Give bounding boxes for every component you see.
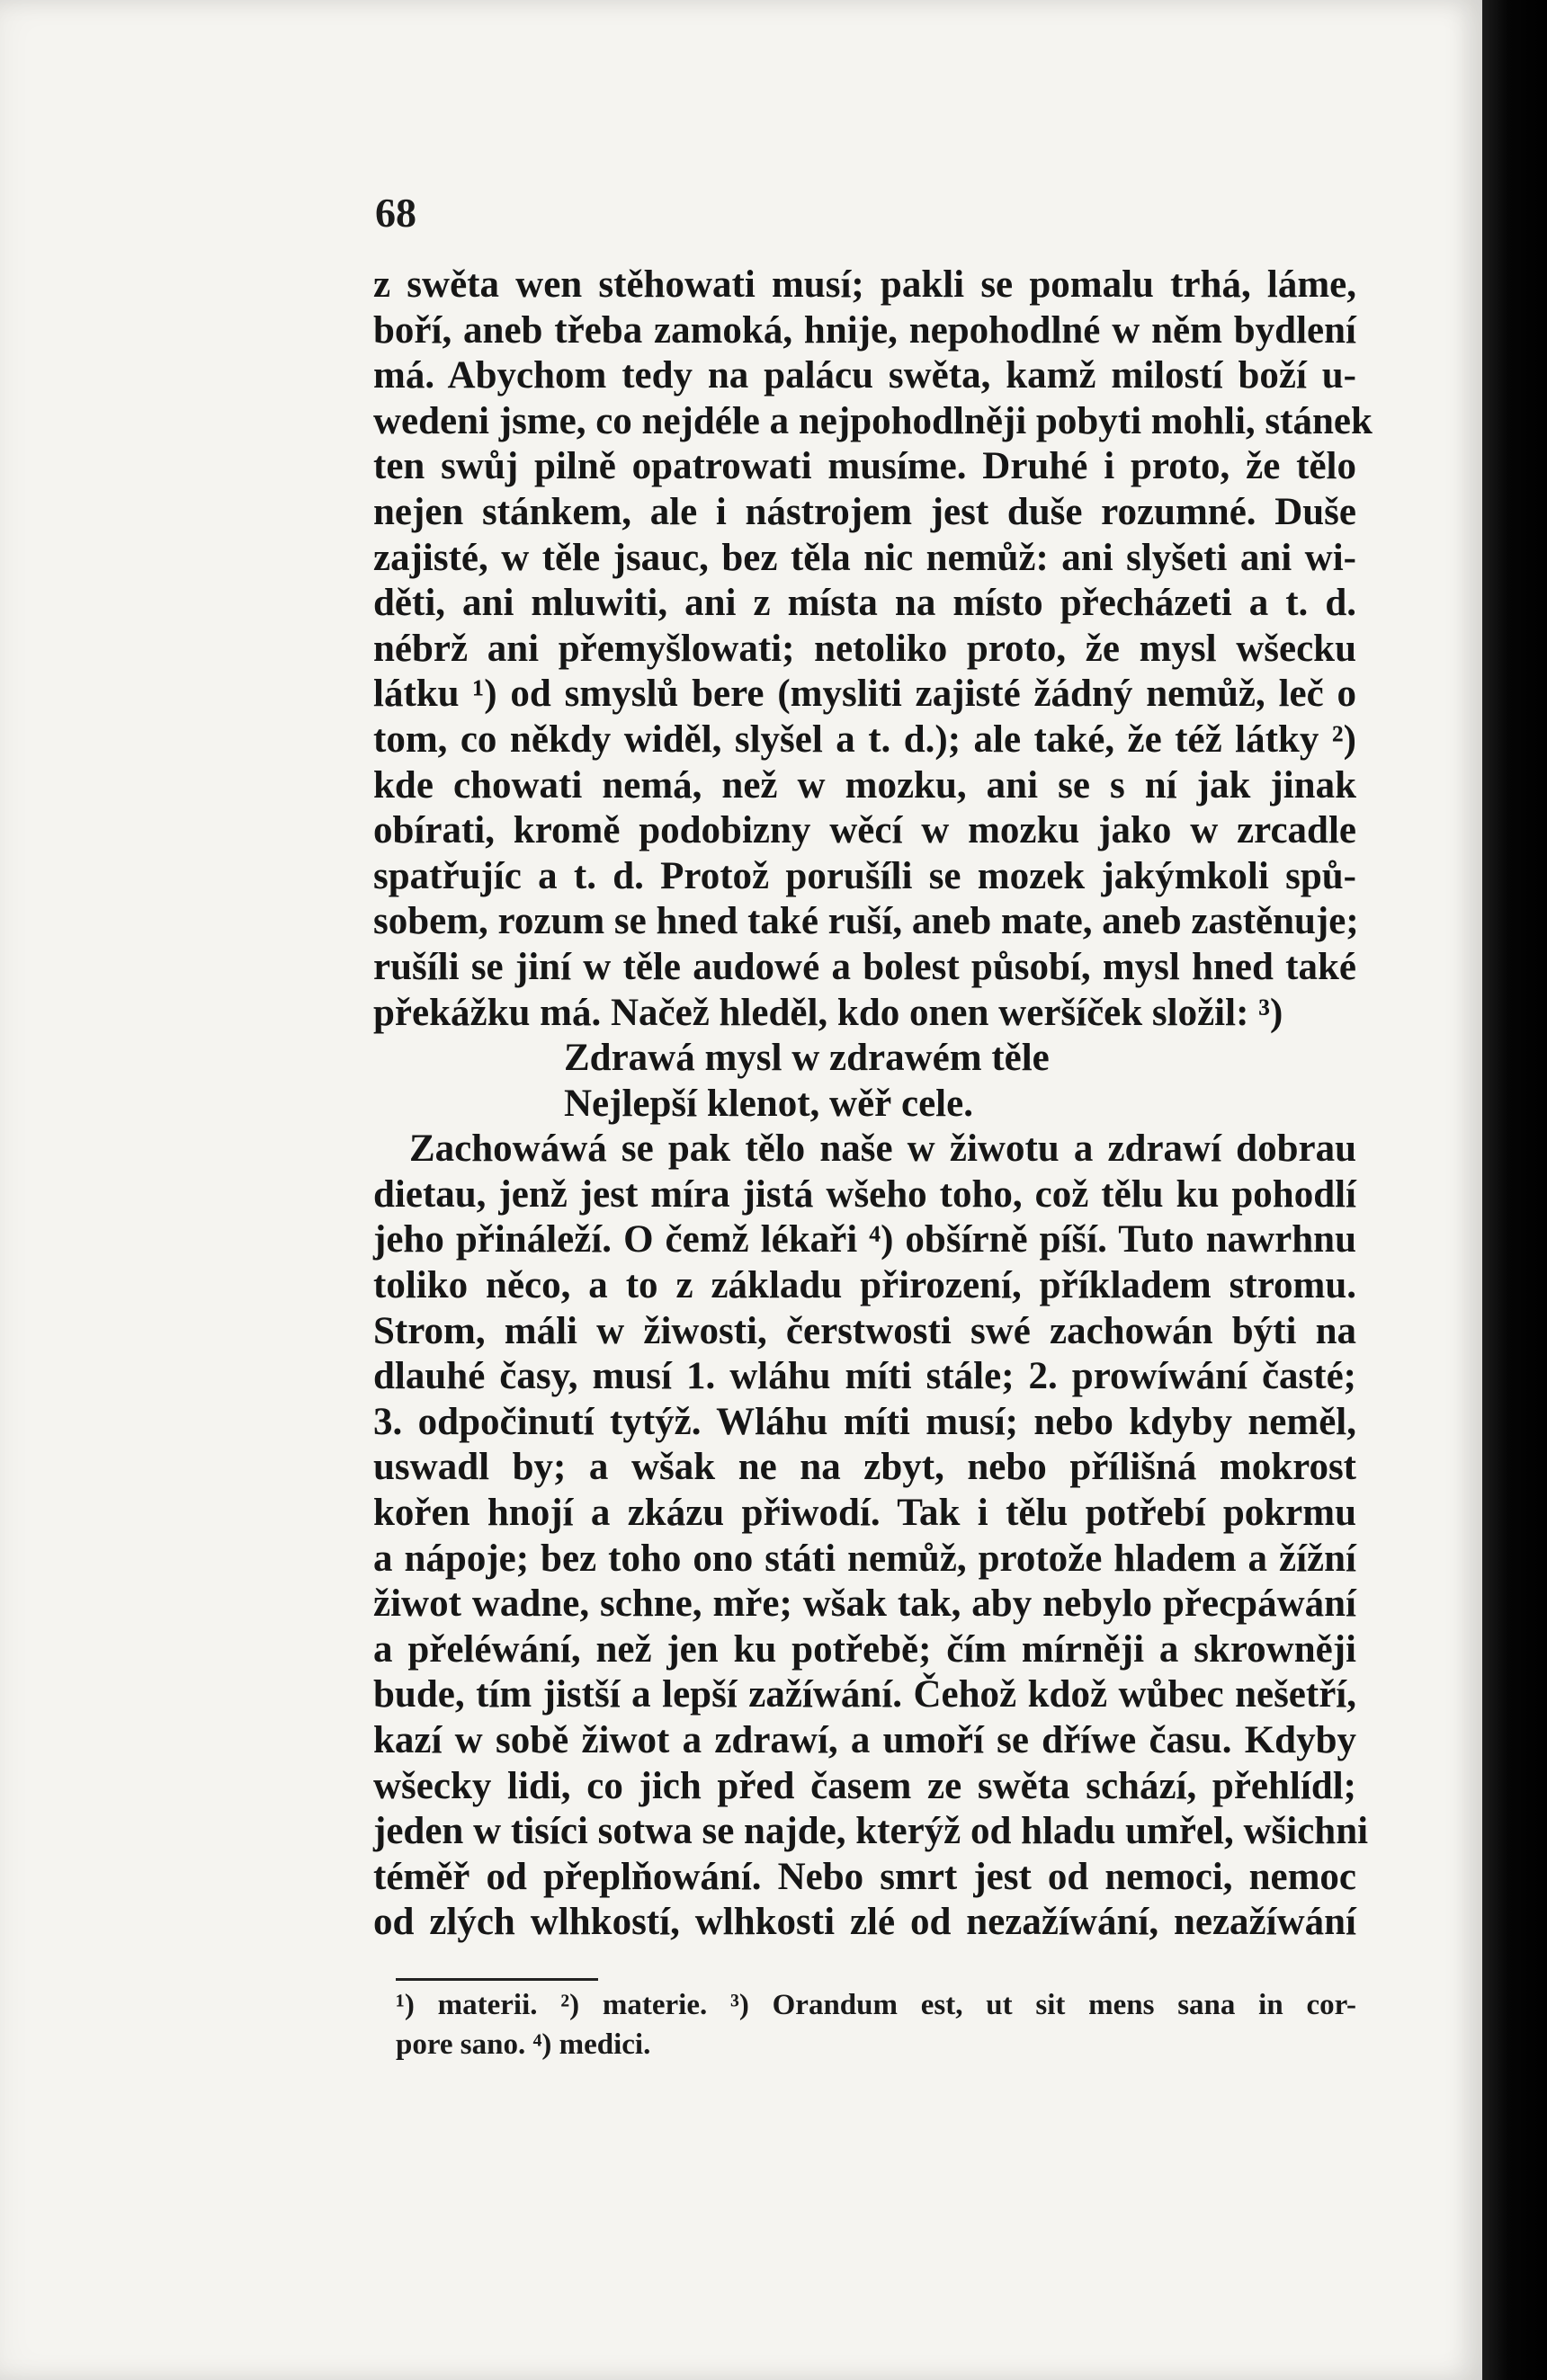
text-line: kazí w sobě žiwot a zdrawí, a umoří se dříwe času. Kdyby <box>373 1719 1356 1761</box>
text-line: Zachowáwá se pak tělo naše w žiwotu a zdrawí dobrau <box>409 1128 1356 1171</box>
verse-line: Zdrawá mysl w zdrawém těle <box>564 1037 1050 1080</box>
text-line: 3. odpočinutí tytýž. Wláhu míti musí; nebo kdyby neměl, <box>373 1400 1356 1443</box>
text-line: rušíli se jiní w těle audowé a bolest působí, mysl hned také <box>373 945 1356 988</box>
text-line: a nápoje; bez toho ono státi nemůž, protože hladem a žížní <box>373 1537 1356 1580</box>
page-number: 68 <box>375 190 416 236</box>
text-line: jeden w tisíci sotwa se najde, kterýž od hladu umřel, wšichni <box>373 1810 1369 1853</box>
text-line: nébrž ani přemyšlowati; netoliko proto, že mysl wšecku <box>373 627 1356 670</box>
footnote-line: ¹) materii. ²) materie. ³) Orandum est, ut sit mens sana in cor- <box>396 1989 1356 2021</box>
text-line: ten swůj pilně opatrowati musíme. Druhé i proto, že tělo <box>373 445 1356 488</box>
text-line: toliko něco, a to z základu přirození, příkladem stromu. <box>373 1264 1356 1307</box>
text-line: dietau, jenž jest míra jistá wšeho toho, což tělu ku pohodlí <box>373 1172 1356 1216</box>
text-line: Strom, máli w žiwosti, čerstwosti swé zachowán býti na <box>373 1309 1356 1352</box>
text-line: kde chowati nemá, než w mozku, ani se s ní jak jinak <box>373 763 1356 807</box>
footnote-line: pore sano. ⁴) medici. <box>396 2028 651 2061</box>
text-line: obírati, kromě podobizny wěcí w mozku jako w zrcadle <box>373 809 1356 852</box>
text-line: od zlých wlhkostí, wlhkosti zlé od nezažíwání, nezažíwání <box>373 1901 1356 1944</box>
text-line: bude, tím jistší a lepší zažíwání. Čehož kdož wůbec nešetří, <box>373 1673 1356 1716</box>
text-line: žiwot wadne, schne, mře; wšak tak, aby nebylo přecpáwání <box>373 1582 1356 1626</box>
text-line: nejen stánkem, ale i nástrojem jest duše rozumné. Duše <box>373 490 1356 533</box>
text-line: kořen hnojí a zkázu přiwodí. Tak i tělu potřebí pokrmu <box>373 1492 1356 1535</box>
footnotes <box>396 1985 1356 2064</box>
text-line: dlauhé časy, musí 1. wláhu míti stále; 2. prowíwání časté; <box>373 1355 1356 1398</box>
scan-background-edge <box>1482 0 1547 2380</box>
text-line: a přeléwání, než jen ku potřebě; čím mírněji a skrowněji <box>373 1627 1356 1671</box>
text-line: z swěta wen stěhowati musí; pakli se pomalu trhá, láme, <box>373 263 1356 306</box>
text-line: tom, co někdy widěl, slyšel a t. d.); ale také, že též látky ²) <box>373 718 1356 761</box>
text-line: wedeni jsme, co nejdéle a nejpohodlněji pobyti mohli, stánek <box>373 399 1373 442</box>
text-line: děti, ani mluwiti, ani z místa na místo přecházeti a t. d. <box>373 582 1356 625</box>
text-line: téměř od přeplňowání. Nebo smrt jest od nemoci, nemoc <box>373 1855 1356 1898</box>
text-line: látku ¹) od smyslů bere (mysliti zajisté žádný nemůž, leč o <box>373 673 1356 716</box>
footnote-divider <box>396 1978 598 1981</box>
text-line: má. Abychom tedy na palácu swěta, kamž milostí boží u- <box>373 354 1356 397</box>
text-line: jeho přináleží. O čemž lékaři ⁴) obšírně píší. Tuto nawrhnu <box>373 1218 1356 1261</box>
text-line: sobem, rozum se hned také ruší, aneb mate, aneb zastěnuje; <box>373 900 1359 943</box>
text-line: zajisté, w těle jsauc, bez těla nic nemůž: ani slyšeti ani wi- <box>373 536 1356 579</box>
text-line: spatřujíc a t. d. Protož porušíli se mozek jakýmkoli spů- <box>373 854 1356 897</box>
verse-line: Nejlepší klenot, wěř cele. <box>564 1082 973 1125</box>
text-line: uswadl by; a wšak ne na zbyt, nebo přílišná mokrost <box>373 1446 1356 1489</box>
text-line: wšecky lidi, co jich před časem ze swěta schází, přehlídl; <box>373 1764 1356 1807</box>
text-line: překážku má. Načež hleděl, kdo onen weršíček složil: ³) <box>373 991 1283 1034</box>
main-text <box>373 263 1373 1946</box>
text-line: boří, aneb třeba zamoká, hnije, nepohodlné w něm bydlení <box>373 308 1356 352</box>
